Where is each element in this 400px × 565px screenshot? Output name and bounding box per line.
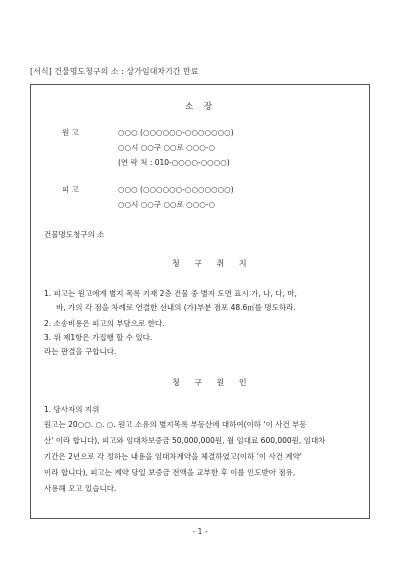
defendant-label: 피 고: [62, 185, 79, 194]
claim-item: 바, 가의 각 점을 차례로 연결한 선내의 (가)부분 점포 48.6㎡를 명도하라.: [56, 303, 296, 312]
cause-line: 이라 합니다), 피고는 계약 당일 보증금 전액을 교부한 후 이를 인도받아 점유,: [44, 468, 296, 477]
cause-line: 사용해 오고 있습니다.: [44, 484, 117, 493]
plaintiff-name: ○○○ (○○○○○○-○○○○○○○): [118, 128, 234, 137]
plaintiff-address: ○○시 ○○구 ○○로 ○○○-○: [118, 143, 216, 152]
case-name: 건물명도청구의 소: [44, 230, 105, 239]
cause-heading: 청 구 원 인: [172, 378, 253, 387]
form-header: [서식] 건물명도청구의 소 : 상가임대차기간 만료: [30, 67, 199, 76]
defendant-address: ○○시 ○○구 ○○로 ○○○-○: [118, 200, 216, 209]
plaintiff-label: 원 고: [62, 128, 79, 137]
claim-item: 3. 위 제1항은 가집행 할 수 있다.: [44, 333, 153, 342]
claim-item: 1. 피고는 원고에게 별지 목록 기재 2층 건물 중 별지 도면 표시 가, 나, 다, 마,: [44, 289, 297, 298]
defendant-name: ○○○ (○○○○○○-○○○○○○○): [118, 185, 234, 194]
claim-item: 2. 소송비용은 피고의 부담으로 한다.: [44, 319, 165, 328]
plaintiff-contact: (연 락 처 : 010-○○○○-○○○○): [118, 158, 230, 167]
claim-item: 라는 판결을 구합니다.: [44, 347, 117, 356]
cause-subheading: 1. 당사자의 지위: [44, 405, 100, 414]
cause-line: 기간은 2년으로 각 정하는 내용을 임대차계약을 체결하였고(이하 '이 사건 계약': [44, 452, 302, 461]
document-title: 소 장: [185, 102, 217, 112]
claim-heading: 청 구 취 지: [172, 259, 253, 268]
cause-line: 산' 이라 합니다), 피고와 임대차보증금 50,000,000원, 월 임대료 600,000원, 임대차: [44, 436, 326, 445]
cause-line: 원고는 20○○. ○. ○. 원고 소유의 별지목록 부동산에 대하여(이하 '이 사건 부동: [44, 420, 307, 429]
page-number: - 1 -: [192, 527, 208, 536]
